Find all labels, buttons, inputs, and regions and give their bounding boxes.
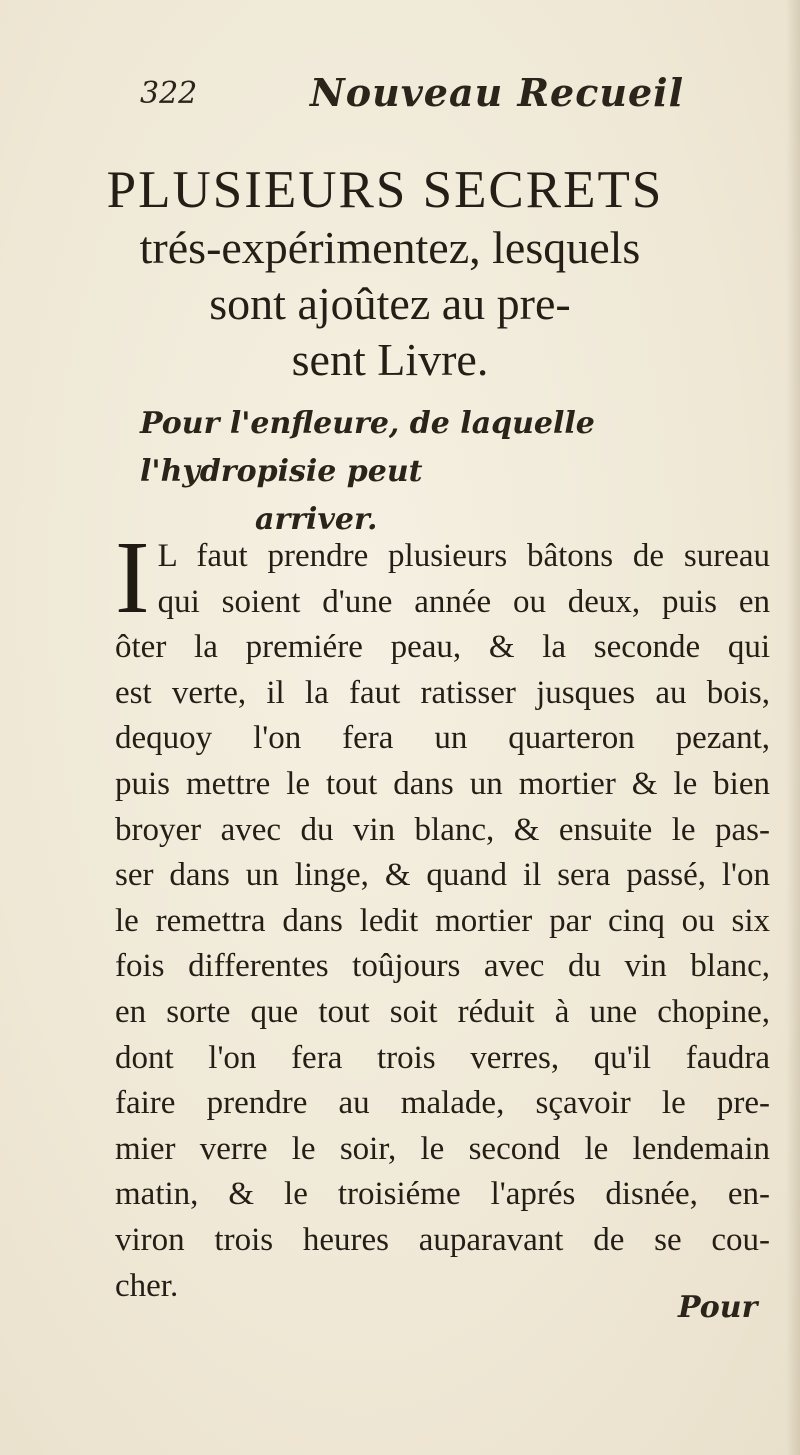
body-line: puis mettre le tout dans un mortier & le bien	[115, 765, 770, 802]
body-line: cher.	[115, 1267, 179, 1304]
heading-line: sent Livre.	[291, 334, 489, 385]
catchword: Pour	[678, 1290, 758, 1325]
body-line: ôter la premiére peau, & la seconde qui	[115, 629, 770, 666]
body-line: fois differentes toûjours avec du vin blanc,	[115, 948, 770, 985]
drop-cap: I	[115, 520, 150, 635]
body-line: qui soient d'une année ou deux, puis en	[157, 583, 770, 620]
body-line: le remettra dans ledit mortier par cinq ou six	[115, 902, 770, 939]
section-heading	[0, 160, 800, 388]
body-line: faire prendre au malade, sçavoir le pre-	[115, 1085, 770, 1122]
body-line: ser dans un linge, & quand il sera passé, l'on	[115, 857, 770, 894]
body-line: en sorte que tout soit réduit à une chopine,	[115, 993, 770, 1030]
subtitle-line: Pour l'enfleure, de laquelle l'hydropisie peut	[140, 406, 595, 489]
recipe-body	[115, 520, 770, 1309]
heading-title: PLUSIEURS SECRETS	[106, 161, 664, 219]
running-title: Nouveau Recueil	[310, 70, 685, 115]
recipe-subtitle	[140, 400, 780, 544]
body-line: mier verre le soir, le second le lendemain	[115, 1130, 770, 1167]
body-line: L faut prendre plusieurs bâtons de sureau	[157, 538, 770, 574]
page-number: 322	[140, 76, 198, 111]
body-line: est verte, il la faut ratisser jusques au bois,	[115, 674, 770, 711]
running-head	[0, 70, 800, 120]
body-line: dequoy l'on fera un quarteron pezant,	[115, 720, 770, 757]
body-line: matin, & le troisiéme l'aprés disnée, en-	[115, 1176, 770, 1213]
body-line: broyer avec du vin blanc, & ensuite le pas-	[115, 811, 770, 848]
heading-line: sont ajoûtez au pre-	[209, 278, 571, 329]
heading-line: trés-expérimentez, lesquels	[139, 222, 641, 273]
subtitle-line: arriver.	[255, 502, 378, 537]
body-line: dont l'on fera trois verres, qu'il faudra	[115, 1039, 770, 1076]
body-line: viron trois heures auparavant de se cou-	[115, 1221, 770, 1258]
